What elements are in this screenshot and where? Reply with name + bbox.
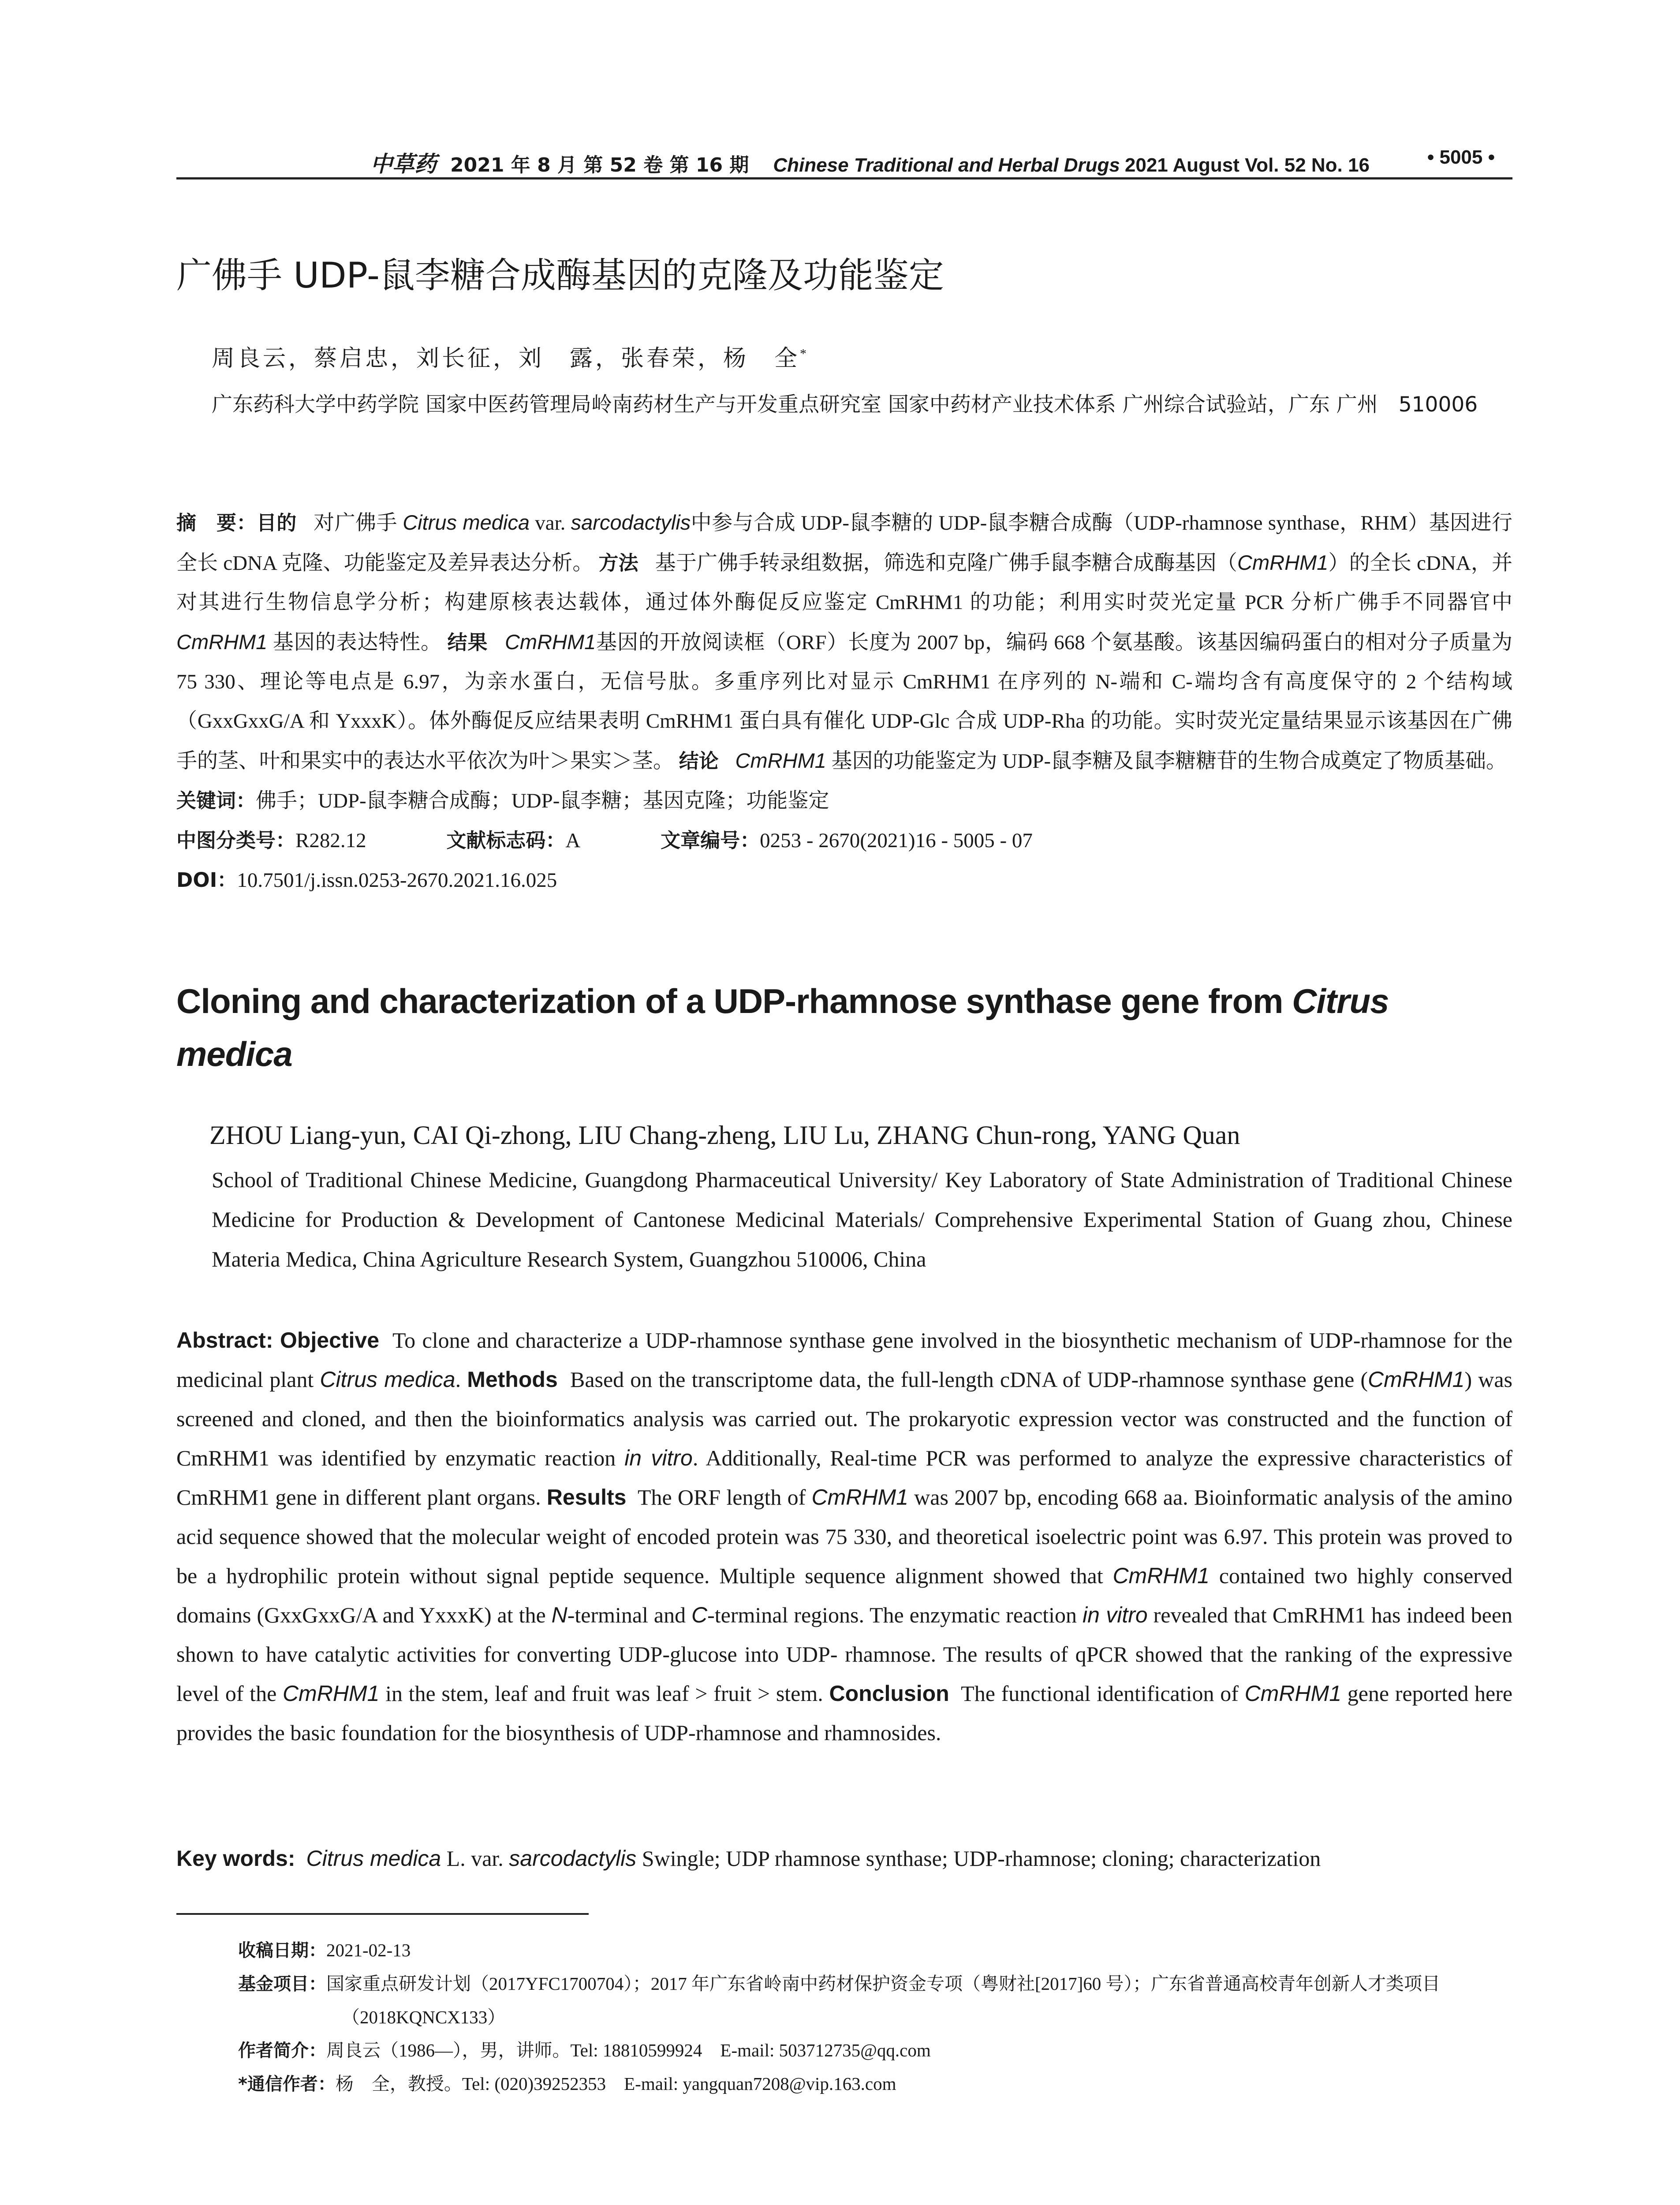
en-keywords-species: Citrus medica: [306, 1846, 441, 1871]
cn-authors: [212, 340, 809, 373]
en-abstract-label: Abstract:: [176, 1328, 273, 1353]
footnote-received: [238, 1934, 1512, 1967]
fund-label: 基金项目：: [238, 1974, 326, 1994]
en-methods-text-2: ) was screened and cloned, and then the bioinformatics analysis was carried out. The prokaryotic expression vector was constructed and the function of CmRHM1 was identified by enzymatic reaction: [176, 1367, 1513, 1470]
en-keywords: [176, 1839, 1512, 1878]
page-number: • 5005 •: [1427, 146, 1495, 168]
cn-classification-line: [176, 821, 1512, 860]
en-results-text-6: revealed that CmRHM1 has indeed been shown to have catalytic activities for converting UDP-glucose into UDP- rhamnose. The results of qPCR showed that the ranking of the expressive level of the: [176, 1603, 1513, 1706]
en-results-label: Results: [546, 1485, 627, 1510]
en-objective-end: .: [455, 1367, 461, 1392]
corresponding-mark: *: [800, 346, 810, 361]
en-c-term: C: [691, 1603, 708, 1627]
cn-objective-rest: 中参与合成 UDP-鼠李糖的 UDP-鼠李糖合成酶（UDP-rhamnose synthase，RHM）基因进行全长 cDNA 克隆、功能鉴定及差异表达分析。: [176, 512, 1513, 575]
en-results-text-3: contained two highly conserved domains (GxxGxxG/A and YxxxK) at the: [176, 1563, 1512, 1627]
en-n-term: N: [551, 1603, 567, 1627]
cn-affiliation: 广东药科大学中药学院 国家中医药管理局岭南药材生产与开发重点研究室 国家中药材产业技术体系 广州综合试验站，广东 广州 510006: [212, 392, 1478, 417]
en-title-species: Citrus medica: [176, 982, 1389, 1073]
cn-title: 广佛手 UDP-鼠李糖合成酶基因的克隆及功能鉴定: [176, 255, 944, 296]
cn-keywords-label: 关键词：: [176, 789, 256, 812]
en-conclusion-text: The functional identification of: [961, 1681, 1239, 1706]
en-in-vitro: in vitro: [1083, 1603, 1148, 1627]
journal-en-name: Chinese Traditional and Herbal Drugs: [773, 154, 1120, 176]
en-gene-name: CmRHM1: [1368, 1367, 1465, 1392]
en-in-vitro: in vitro: [624, 1446, 693, 1470]
cn-results-text: 基因的开放阅读框（ORF）长度为 2007 bp，编码 668 个氨基酸。该基因编码蛋白的相对分子质量为 75 330、理论等电点是 6.97，为亲水蛋白，无信号肽。多重序列比对显示 CmRHM1 在序列的 N-端和 C-端均含有高度保守的 2 个结构域（GxxGxxG/A 和 YxxxK）。体外酶促反应结果表明 CmRHM1 蛋白具有催化 UDP-Glc 合成 UDP-Rha 的功能。实时荧光定量结果显示该基因在广佛手的茎、叶和果实中的表达水平依次为叶＞果实＞茎。: [176, 631, 1513, 773]
en-affiliation: School of Traditional Chinese Medicine, Guangdong Pharmaceutical University/ Key Laboratory of State Administration of Traditional Chinese Medicine for Production & Development of Cantonese Medicinal Materials/ Comprehensive Experimental Station of Guang zhou, Chinese Materia Medica, China Agriculture Research System, Guangzhou 510006, China: [212, 1167, 1512, 1271]
cn-abstract-label: 摘 要：: [176, 511, 257, 534]
cn-methods-label: 方法: [598, 551, 638, 575]
en-abstract: [176, 1321, 1512, 1753]
en-title-text: Cloning and characterization of a UDP-rhamnose synthase gene from: [176, 982, 1283, 1020]
footnotes: [238, 1934, 1512, 2101]
en-keywords-var: L. var.: [446, 1846, 504, 1871]
cn-keywords-text: 佛手；UDP-鼠李糖合成酶；UDP-鼠李糖；基因克隆；功能鉴定: [256, 789, 829, 812]
cn-methods-text-2: ）的全长 cDNA，并对其进行生物信息学分析；构建原核表达载体，通过体外酶促反应鉴定 CmRHM1 的功能；利用实时荧光定量 PCR 分析广佛手不同器官中: [176, 552, 1512, 614]
en-results-text: The ORF length of: [637, 1485, 806, 1510]
cn-doi-line: [176, 860, 1512, 900]
en-gene-name: CmRHM1: [1244, 1681, 1341, 1706]
en-methods-text-3: . Additionally, Real-time PCR was performed to analyze the expressive characteristics of CmRHM1 gene in different plant organs.: [176, 1446, 1513, 1510]
en-results-text-2: was 2007 bp, encoding 668 aa. Bioinformatic analysis of the amino acid sequence showed that the molecular weight of encoded protein was 75 330, and theoretical isoelectric point was 6.97. This protein was proved to be a hydrophilic protein without signal peptide sequence. Multiple sequence alignment showed that: [176, 1485, 1512, 1588]
article-no-value: 0253 - 2670(2021)16 - 5005 - 07: [760, 829, 1033, 852]
en-methods-label: Methods: [467, 1367, 558, 1392]
cn-author-list: 周良云，蔡启忠，刘长征，刘 露，张春荣，杨 全: [212, 346, 800, 371]
corr-label: *通信作者：: [238, 2074, 336, 2094]
cn-results-label: 结果: [447, 631, 488, 654]
en-species: Citrus medica: [320, 1367, 455, 1392]
clc-value: R282.12: [295, 829, 366, 852]
cn-conclusion-text: 基因的功能鉴定为 UDP-鼠李糖及鼠李糖糖苷的生物合成奠定了物质基础。: [831, 750, 1507, 773]
doi-label: DOI：: [176, 868, 237, 892]
en-objective-text: To clone and characterize a UDP-rhamnose synthase gene involved in the biosynthetic mechanism of UDP-rhamnose for the medicinal plant: [176, 1328, 1513, 1392]
issue-en: 2021 August Vol. 52 No. 16: [1124, 154, 1370, 176]
clc-label: 中图分类号：: [176, 829, 296, 852]
en-gene-name: CmRHM1: [1113, 1563, 1210, 1588]
en-methods-text: Based on the transcriptome data, the full-length cDNA of UDP-rhamnose synthase gene (: [570, 1367, 1368, 1392]
en-conclusion-label: Conclusion: [829, 1681, 949, 1706]
cn-objective-label: 目的: [256, 511, 297, 534]
footnote-corresponding: [238, 2067, 1512, 2101]
author-text: 周良云（1986—），男，讲师。Tel: 18810599924 E-mail: 503712735@qq.com: [326, 2040, 931, 2060]
cn-gene-name: CmRHM1: [1237, 551, 1329, 574]
corr-text: 杨 全，教授。Tel: (020)39252353 E-mail: yangquan7208@vip.163.com: [335, 2074, 896, 2094]
fund-text: 国家重点研发计划（2017YFC1700704）；2017 年广东省岭南中药材保护资金专项（粤财社[2017]60 号）；广东省普通高校青年创新人才类项目（2018KQNCX133）: [326, 1973, 1441, 2027]
en-conclusion-text-2: gene reported here provides the basic foundation for the biosynthesis of UDP-rhamnose and rhamnosides.: [176, 1681, 1513, 1745]
journal-cn-name: 中草药: [370, 151, 437, 177]
issue-cn: 2021 年 8 月 第 52 卷 第 16 期: [450, 154, 749, 176]
cn-conclusion-label: 结论: [679, 749, 719, 773]
footnote-fund: [238, 1967, 1512, 2034]
doc-code-value: A: [565, 829, 581, 852]
en-keywords-variety: sarcodactylis: [509, 1846, 637, 1871]
cn-var: var.: [535, 512, 566, 534]
article-no-label: 文章编号：: [661, 829, 760, 852]
header-journal-line: [370, 146, 1370, 178]
en-results-text-4: -terminal and: [567, 1603, 686, 1627]
en-gene-name: CmRHM1: [282, 1681, 380, 1706]
footnote-author: [238, 2034, 1512, 2067]
cn-keywords: [176, 781, 1512, 821]
doc-code-label: 文献标志码：: [446, 829, 566, 852]
cn-gene-name: CmRHM1: [735, 749, 826, 772]
en-keywords-label: Key words:: [176, 1846, 295, 1871]
cn-objective-text: 对广佛手: [314, 512, 397, 534]
cn-methods-text-3: 基因的表达特性。: [273, 631, 442, 654]
en-gene-name: CmRHM1: [811, 1485, 908, 1510]
cn-gene-name: CmRHM1: [504, 630, 596, 654]
cn-variety: sarcodactylis: [571, 511, 691, 534]
doi-value: 10.7501/j.issn.0253-2670.2021.16.025: [237, 869, 557, 892]
author-label: 作者简介：: [238, 2041, 326, 2061]
en-results-text-7: in the stem, leaf and fruit was leaf > fruit > stem.: [385, 1681, 823, 1706]
cn-species: Citrus medica: [403, 511, 530, 534]
en-keywords-text: Swingle; UDP rhamnose synthase; UDP-rhamnose; cloning; characterization: [642, 1846, 1321, 1871]
cn-methods-text: 基于广佛手转录组数据，筛选和克隆广佛手鼠李糖合成酶基因（: [655, 552, 1238, 575]
received-date: 2021-02-13: [326, 1940, 411, 1960]
cn-abstract: [176, 503, 1512, 900]
running-header: [176, 142, 1512, 179]
received-label: 收稿日期：: [238, 1940, 326, 1961]
en-objective-label: Objective: [280, 1328, 380, 1353]
en-authors: ZHOU Liang-yun, CAI Qi-zhong, LIU Chang-zheng, LIU Lu, ZHANG Chun-rong, YANG Quan: [209, 1121, 1240, 1150]
en-title: [176, 975, 1512, 1080]
en-results-text-5: -terminal regions. The enzymatic reaction: [707, 1603, 1077, 1627]
cn-gene-name: CmRHM1: [176, 630, 268, 654]
footnote-divider: [176, 1913, 589, 1915]
